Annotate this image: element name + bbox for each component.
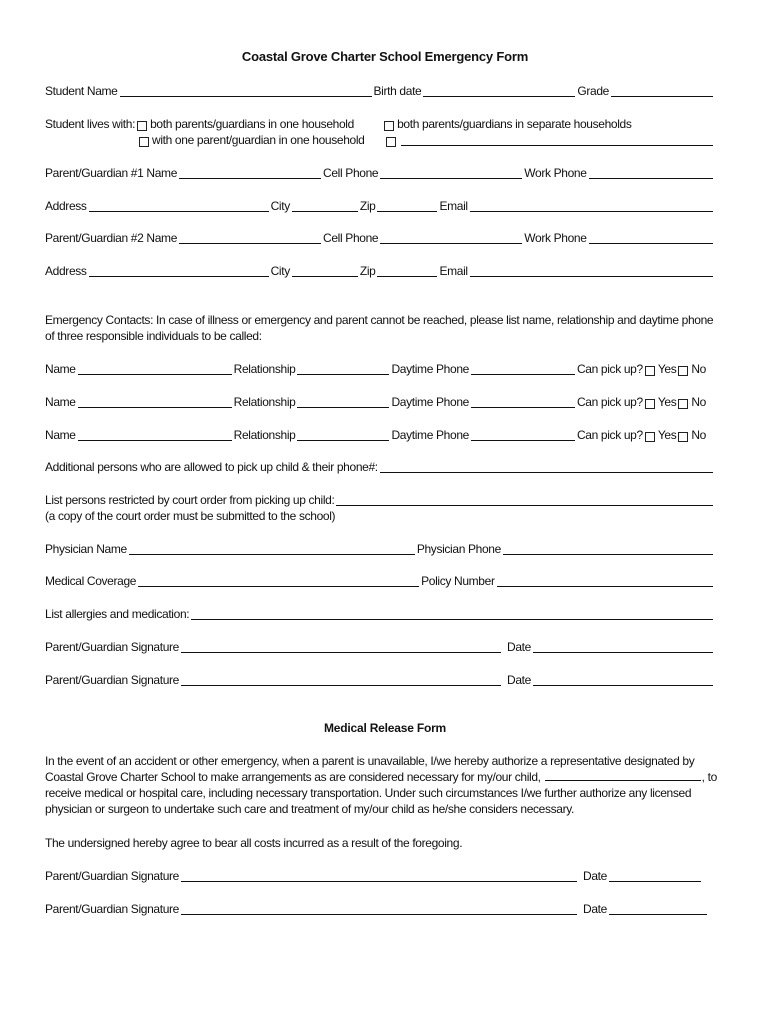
form-title: Coastal Grove Charter School Emergency Form — [241, 49, 529, 64]
contact3-no-label: No — [691, 428, 706, 442]
parent2-address-row — [45, 262, 715, 279]
emergency-intro-line-1: Emergency Contacts: In case of illness or emergency and parent cannot be reached, please list name, relationship and daytime phone — [45, 313, 714, 327]
release-line-1: In the event of an accident or other emergency, when a parent is unavailable, I/we hereby authorize a representative designated by — [45, 754, 695, 768]
signature2-label: Parent/Guardian Signature — [45, 673, 180, 687]
parent1-address-row — [45, 197, 715, 214]
release-signature2-label: Parent/Guardian Signature — [45, 902, 180, 916]
release-signature-row-2 — [45, 900, 715, 917]
other-arrangement-checkbox[interactable] — [386, 137, 396, 147]
lives-with-label: Student lives with: — [45, 117, 136, 131]
parent1-email-field[interactable] — [470, 199, 713, 212]
policy-number-label: Policy Number — [421, 574, 495, 588]
parent1-cell-label: Cell Phone — [323, 166, 379, 180]
release-signature1-field[interactable] — [181, 869, 577, 882]
parent1-zip-label: Zip — [359, 199, 376, 213]
parent2-city-field[interactable] — [292, 264, 358, 277]
medical-coverage-label: Medical Coverage — [45, 574, 137, 588]
contact1-name-field[interactable] — [78, 362, 232, 375]
release-child-name-field[interactable] — [545, 769, 701, 781]
signature1-date-field[interactable] — [533, 640, 713, 653]
additional-persons-row — [45, 458, 715, 475]
both-one-household-checkbox[interactable] — [137, 121, 147, 131]
allergies-row — [45, 605, 715, 622]
contact2-phone-label: Daytime Phone — [391, 395, 469, 409]
contact2-yes-label: Yes — [657, 395, 677, 409]
parent2-row — [45, 229, 715, 246]
contact1-phone-field[interactable] — [471, 362, 575, 375]
contact3-relationship-field[interactable] — [297, 428, 389, 441]
birth-date-label: Birth date — [373, 84, 422, 98]
contact3-phone-label: Daytime Phone — [391, 428, 469, 442]
release-paragraph — [45, 753, 725, 817]
contact2-no-label: No — [691, 395, 706, 409]
contact3-name-label: Name — [45, 428, 76, 442]
contact2-relationship-field[interactable] — [297, 395, 389, 408]
contact3-name-field[interactable] — [78, 428, 232, 441]
contact1-name-label: Name — [45, 362, 76, 376]
release-signature1-date-field[interactable] — [609, 869, 701, 882]
contact3-yes-checkbox[interactable] — [645, 432, 655, 442]
contact3-no-checkbox[interactable] — [678, 432, 688, 442]
release-signature2-field[interactable] — [181, 902, 577, 915]
parent2-address-label: Address — [45, 264, 87, 278]
restricted-note: (a copy of the court order must be submitted to the school) — [45, 509, 336, 523]
parent2-zip-label: Zip — [359, 264, 376, 278]
contact-row-1 — [45, 360, 715, 377]
parent1-cell-field[interactable] — [380, 166, 522, 179]
parent2-email-label: Email — [439, 264, 468, 278]
physician-phone-field[interactable] — [503, 542, 713, 555]
parent1-zip-field[interactable] — [377, 199, 437, 212]
release-signature1-label: Parent/Guardian Signature — [45, 869, 180, 883]
emergency-contacts-intro — [45, 312, 725, 344]
emergency-intro-line-2: of three responsible individuals to be called: — [45, 329, 262, 343]
contact2-name-label: Name — [45, 395, 76, 409]
allergies-field[interactable] — [191, 607, 713, 620]
contact2-name-field[interactable] — [78, 395, 232, 408]
parent1-work-label: Work Phone — [524, 166, 587, 180]
physician-name-field[interactable] — [129, 542, 415, 555]
release-costs-paragraph: The undersigned hereby agree to bear all costs incurred as a result of the foregoing. — [45, 836, 463, 850]
birth-date-field[interactable] — [423, 84, 575, 97]
one-parent-checkbox[interactable] — [139, 137, 149, 147]
medical-coverage-field[interactable] — [138, 574, 419, 587]
signature2-date-field[interactable] — [533, 673, 713, 686]
parent1-city-field[interactable] — [292, 199, 358, 212]
contact3-relationship-label: Relationship — [233, 428, 296, 442]
contact1-no-checkbox[interactable] — [678, 366, 688, 376]
physician-row — [45, 540, 715, 557]
lives-with-row-1 — [45, 115, 715, 132]
physician-phone-label: Physician Phone — [416, 542, 501, 556]
contact3-pickup-label: Can pick up? — [576, 428, 643, 442]
release-line-4: physician or surgeon to undertake such care and treatment of my/our child as he/she considers necessary. — [45, 802, 575, 816]
additional-persons-label: Additional persons who are allowed to pick up child & their phone#: — [45, 460, 378, 474]
signature2-field[interactable] — [181, 673, 501, 686]
contact1-relationship-label: Relationship — [233, 362, 296, 376]
parent2-cell-label: Cell Phone — [323, 231, 379, 245]
release-line-2-text: Coastal Grove Charter School to make arrangements as are considered necessary for my/our child, — [45, 770, 541, 784]
both-one-household-label: both parents/guardians in one household — [150, 117, 354, 131]
parent1-name-label: Parent/Guardian #1 Name — [45, 166, 178, 180]
contact1-yes-checkbox[interactable] — [645, 366, 655, 376]
grade-field[interactable] — [611, 84, 713, 97]
parent2-zip-field[interactable] — [377, 264, 437, 277]
signature2-date-label: Date — [507, 673, 531, 687]
contact2-no-checkbox[interactable] — [678, 399, 688, 409]
release-signature2-date-field[interactable] — [609, 902, 707, 915]
restricted-note-row — [45, 507, 715, 524]
parent2-address-field[interactable] — [89, 264, 269, 277]
both-separate-households-label: both parents/guardians in separate households — [397, 117, 632, 131]
parent2-work-label: Work Phone — [524, 231, 587, 245]
contact-row-2 — [45, 393, 715, 410]
grade-label: Grade — [577, 84, 609, 98]
student-row — [45, 82, 715, 99]
parent1-city-label: City — [270, 199, 290, 213]
contact2-phone-field[interactable] — [471, 395, 575, 408]
release-signature2-date-label: Date — [583, 902, 607, 916]
contact-row-3 — [45, 426, 715, 443]
restricted-label: List persons restricted by court order from picking up child: — [45, 493, 335, 507]
student-name-label: Student Name — [45, 84, 118, 98]
signature1-label: Parent/Guardian Signature — [45, 640, 180, 654]
parent1-name-field[interactable] — [179, 166, 321, 179]
release-line-2-end: , to — [701, 770, 717, 784]
additional-persons-field[interactable] — [380, 460, 713, 473]
one-parent-label: with one parent/guardian in one household — [152, 133, 365, 147]
release-title: Medical Release Form — [323, 721, 447, 735]
other-arrangement-field[interactable] — [401, 133, 713, 146]
parent2-work-field[interactable] — [589, 231, 713, 244]
medical-coverage-row — [45, 572, 715, 589]
allergies-label: List allergies and medication: — [45, 607, 190, 621]
lives-with-row-2 — [137, 131, 715, 148]
parent2-cell-field[interactable] — [380, 231, 522, 244]
parent1-row — [45, 164, 715, 181]
contact3-yes-label: Yes — [657, 428, 677, 442]
parent2-city-label: City — [270, 264, 290, 278]
contact2-pickup-label: Can pick up? — [576, 395, 643, 409]
release-line-2 — [45, 769, 725, 785]
contact1-no-label: No — [691, 362, 706, 376]
policy-number-field[interactable] — [497, 574, 713, 587]
signature-row-2 — [45, 671, 715, 688]
parent1-address-field[interactable] — [89, 199, 269, 212]
restricted-row — [45, 491, 715, 508]
parent2-email-field[interactable] — [470, 264, 713, 277]
release-signature-row-1 — [45, 867, 715, 884]
signature1-field[interactable] — [181, 640, 501, 653]
release-line-3: receive medical or hospital care, including necessary transportation. Under such circumstances I/we further authorize any licensed — [45, 786, 692, 800]
parent2-name-label: Parent/Guardian #2 Name — [45, 231, 178, 245]
parent1-address-label: Address — [45, 199, 87, 213]
signature1-date-label: Date — [507, 640, 531, 654]
parent2-name-field[interactable] — [179, 231, 321, 244]
contact2-relationship-label: Relationship — [233, 395, 296, 409]
release-signature1-date-label: Date — [583, 869, 607, 883]
contact1-pickup-label: Can pick up? — [576, 362, 643, 376]
contact1-phone-label: Daytime Phone — [391, 362, 469, 376]
signature-row-1 — [45, 638, 715, 655]
contact1-relationship-field[interactable] — [297, 362, 389, 375]
parent1-work-field[interactable] — [589, 166, 713, 179]
restricted-field[interactable] — [336, 493, 713, 506]
student-name-field[interactable] — [120, 84, 372, 97]
parent1-email-label: Email — [439, 199, 468, 213]
both-separate-households-checkbox[interactable] — [384, 121, 394, 131]
contact3-phone-field[interactable] — [471, 428, 575, 441]
contact2-yes-checkbox[interactable] — [645, 399, 655, 409]
contact1-yes-label: Yes — [657, 362, 677, 376]
physician-name-label: Physician Name — [45, 542, 127, 556]
